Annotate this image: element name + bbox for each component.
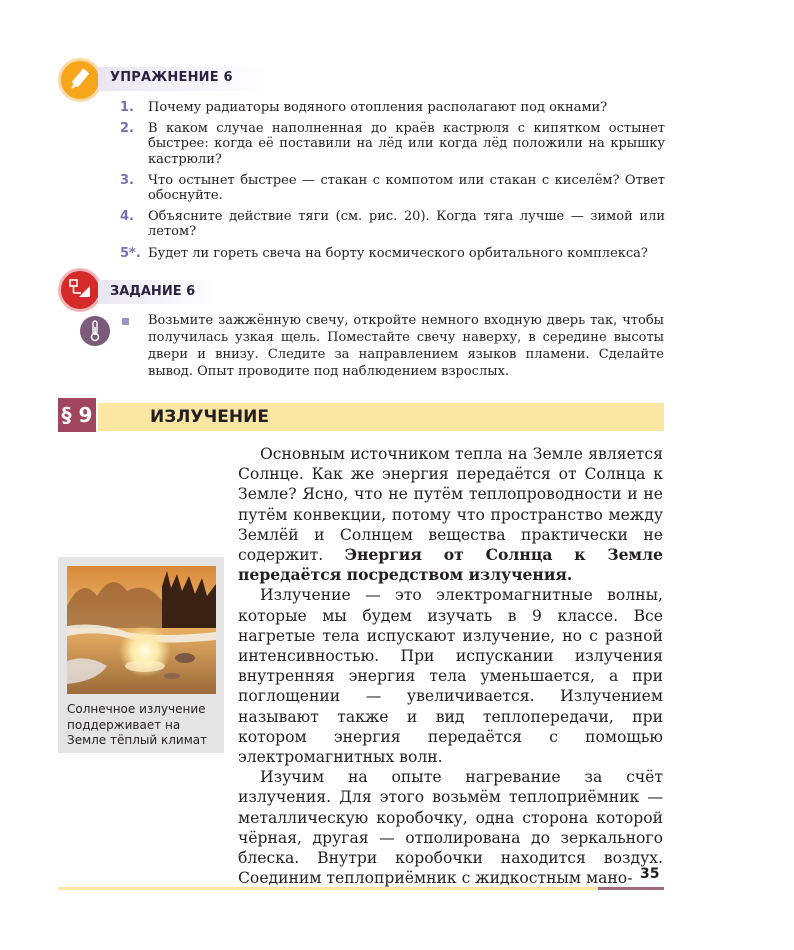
body-paragraph: Излучение — это электромагнитные волны, которые мы будем изучать в 9 классе. Все нагретые тела испускают излучение, но с разной интенсивностью. При испускании излучения внутренняя энергия тела уменьшается, а при поглощении — увеличивается. Излучением называют также и вид теплопередачи, при котором энергия передаётся с помощью электромагнитных волн. — [238, 586, 663, 767]
exercise-question — [120, 209, 665, 239]
question-number: 3. — [120, 172, 134, 188]
task-title: ЗАДАНИЕ 6 — [110, 284, 196, 299]
flowchart-icon — [58, 268, 102, 312]
question-text: Почему радиаторы водяного отопления располагают под окнами? — [148, 100, 608, 115]
section-title: ИЗЛУЧЕНИЕ — [150, 407, 269, 427]
figure-caption: Солнечное излучение поддерживает на Земле тёплый климат — [67, 702, 208, 748]
pencil-icon — [58, 58, 102, 102]
question-text: В каком случае наполненная до краёв кастрюля с кипятком остынет быстрее: когда её поставили на лёд или когда лёд положили на крышку кастрюли? — [148, 121, 665, 167]
section-body — [238, 444, 663, 888]
question-text: Объясните действие тяги (см. рис. 20). Когда тяга лучше — зимой или летом? — [148, 209, 665, 240]
footer-rule-accent — [598, 887, 664, 890]
exercise-question — [120, 100, 665, 115]
bullet-marker — [122, 318, 129, 325]
body-paragraph-text: Основным источником тепла на Земле является Солнце. Как же энергия передаётся от Солнца к Земле? Ясно, что не путём теплопроводности и не путём конвекции, потому что пространство между Землёй и Солнцем вещества практически не содержит. — [238, 445, 663, 565]
exercise-question — [120, 246, 665, 261]
exercise-question — [120, 121, 665, 167]
exercise-question — [120, 173, 665, 203]
body-emphasis: Энергия от Солнца к Земле передаётся посредством излучения. — [238, 545, 663, 585]
question-text: Что остынет быстрее — стакан с компотом или стакан с киселём? Ответ обоснуйте. — [148, 172, 665, 204]
body-paragraph: Изучим на опыте нагревание за счёт излучения. Для этого возьмём теплоприёмник — металлическую коробочку, одна сторона которой чёрная, другая — отполирована до зеркального блеска. Внутри коробочки находится воздух. Соединим теплоприёмник с жидкостным мано- — [238, 768, 663, 888]
question-number: 5*. — [120, 245, 141, 261]
page-number: 35 — [640, 866, 660, 882]
exercise-title: УПРАЖНЕНИЕ 6 — [110, 70, 233, 85]
exercise-question-list — [120, 100, 665, 267]
sunset-over-water-photo — [67, 566, 216, 694]
question-number: 1. — [120, 100, 134, 115]
thermometer-icon — [80, 316, 110, 346]
section-number: § 9 — [58, 398, 96, 432]
question-text: Будет ли гореть свеча на борту космического орбитального комплекса? — [148, 245, 648, 261]
footer-rule — [58, 887, 598, 890]
question-number: 4. — [120, 209, 134, 225]
question-number: 2. — [120, 121, 134, 137]
task-text: Возьмите зажжённую свечу, откройте немного входную дверь так, чтобы получилась узкая щель. Поместайте свечу наверху, в середине высоты двери и внизу. Следите за направлением языков пламени. Сделайте вывод. Опыт проводите под наблюдением взрослых. — [148, 313, 664, 379]
body-paragraph — [238, 444, 663, 585]
